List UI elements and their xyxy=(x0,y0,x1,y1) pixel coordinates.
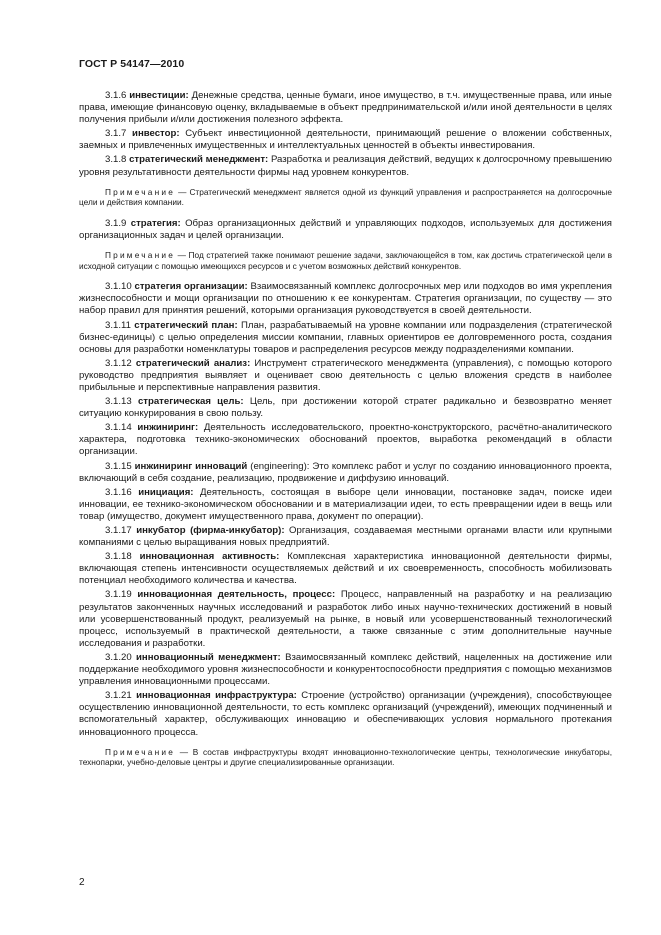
definition-3-1-10 xyxy=(79,281,612,317)
definition-3-1-13 xyxy=(79,396,612,420)
note-label: Примечание xyxy=(105,186,176,197)
term: инжиниринг: xyxy=(137,422,199,434)
definition-3-1-6 xyxy=(79,90,612,126)
definition-3-1-8 xyxy=(79,154,612,178)
clause-number: 3.1.10 xyxy=(105,281,132,293)
definition-text: Инструмент стратегического менеджмента (управления), с помощью которого руководство предприятия выявляет и оценивает свою деятельность с целью вложения средств в наиболее прибыльные и перспективные направления развития. xyxy=(79,357,612,393)
term: стратегия: xyxy=(130,217,181,229)
definition-text: Цель, при достижении которой стратег радикально и безвозвратно меняет ситуацию конкурирования в свою пользу. xyxy=(79,396,613,420)
definition-3-1-15 xyxy=(79,461,612,485)
term: инновационная активность: xyxy=(139,551,280,563)
definition-3-1-9 xyxy=(79,218,612,242)
clause-number: 3.1.11 xyxy=(105,319,131,331)
document-header: ГОСТ Р 54147—2010 xyxy=(79,58,185,70)
note-infrastructure xyxy=(79,747,612,768)
definition-3-1-19 xyxy=(79,589,612,649)
clause-number: 3.1.15 xyxy=(105,460,132,472)
note-strategy xyxy=(79,250,612,271)
definition-3-1-18 xyxy=(79,551,612,587)
clause-number: 3.1.7 xyxy=(105,128,127,140)
clause-number: 3.1.16 xyxy=(105,486,132,498)
definition-text: План, разрабатываемый на уровне компании или подразделения (стратегической бизнес-единицы) с целью определения миссии компании, главных ориентиров ее долговременного роста, создания основы для разработки номенклатуры товаров и распределения ресурсов между подразделениями компании. xyxy=(79,319,612,355)
definition-text: (engineering): Это комплекс работ и услуг по созданию инновационного проекта, включающий в себя создание, реализацию, продвижение и диффузию инноваций. xyxy=(79,460,612,484)
term: стратегия организации: xyxy=(134,281,248,293)
definition-text: Деятельность исследовательского, проектно-конструкторского, расчётно-аналитического характера, подготовка технико-экономических обоснований проектов, выработка рекомендаций в области организации. xyxy=(79,422,612,458)
definition-text: Взаимосвязанный комплекс долгосрочных мер или подходов во имя укрепления жизнеспособности и мощи организации по отношению к ее конкурентам. Стратегия организации, по существу — это набор правил для принятия решений, которыми организация руководствуется в своей деятельности. xyxy=(79,281,612,317)
note-label: Примечание xyxy=(105,746,176,757)
term: инициация: xyxy=(138,486,194,498)
clause-number: 3.1.8 xyxy=(105,154,127,166)
definition-text: Взаимосвязанный комплекс действий, нацеленных на достижение или поддержание необходимого уровня жизнеспособности и конкурентоспособности предприятия с помощью механизмов управления инновационными процессами. xyxy=(79,651,612,688)
definition-3-1-20 xyxy=(79,652,612,688)
clause-number: 3.1.17 xyxy=(105,525,132,536)
definition-text: Субъект инвестиционной деятельности, принимающий решение о вложении собственных, заемных и привлеченных имущественных и интеллектуальных ценностей в объекты инвестирования. xyxy=(79,128,612,152)
term: инжиниринг инноваций xyxy=(134,460,248,472)
term: инновационная деятельность, процесс: xyxy=(137,589,336,601)
definition-3-1-21 xyxy=(79,690,612,738)
definition-3-1-7 xyxy=(79,128,612,152)
term: стратегический менеджмент: xyxy=(129,154,269,166)
term: инвестиции: xyxy=(129,90,189,101)
clause-number: 3.1.14 xyxy=(105,422,132,434)
clause-number: 3.1.12 xyxy=(105,357,132,369)
note-text: — Под стратегией также понимают решение задачи, заключающейся в том, как достичь стратегической цели в исходной ситуации с помощью имеющихся ресурсов и с учетом возможных действий конкурентов. xyxy=(79,250,612,271)
definition-text: Организация, создаваемая местными органами власти или крупными компаниями с целью выращивания новых предприятий. xyxy=(79,525,612,549)
definition-text: Строение (устройство) организации (учреждения), способствующее осуществлению инновационной деятельности, то есть комплекс организаций (учреждений), имеющих подчиненный и вспомогательный характер, обслуживающих инновацию и обеспечивающих условия нормального протекания инновационного процесса. xyxy=(79,690,612,738)
term: инновационный менеджмент: xyxy=(136,651,281,663)
definition-text: Комплексная характеристика инновационной деятельности фирмы, включающая степень интенсивности осуществляемых действий и их своевременность, способность мобилизовать потенциал необходимого количества и качества. xyxy=(79,551,612,587)
definition-3-1-17 xyxy=(79,525,612,549)
definition-3-1-12 xyxy=(79,358,612,394)
note-text: — В состав инфраструктуры входят инновационно-технологические центры, технологические инкубаторы, технопарки, учебно-деловые центры и другие специализированные организации. xyxy=(79,746,612,768)
clause-number: 3.1.19 xyxy=(105,589,132,601)
term: инвестор: xyxy=(132,128,180,140)
clause-number: 3.1.18 xyxy=(105,551,132,563)
clause-number: 3.1.21 xyxy=(105,690,132,702)
term: инновационная инфраструктура: xyxy=(136,690,297,702)
note-text: — Стратегический менеджмент является одной из функций управления и распространяется на долгосрочные цели и действия компании. xyxy=(79,186,612,208)
note-strategic-management xyxy=(79,187,612,208)
document-body xyxy=(79,90,612,778)
clause-number: 3.1.9 xyxy=(105,217,127,229)
definition-3-1-11 xyxy=(79,320,612,356)
term: инкубатор (фирма-инкубатор): xyxy=(136,525,285,536)
definition-text: Денежные средства, ценные бумаги, иное имущество, в т.ч. имущественные права, или иные права, имеющие финансовую оценку, вкладываемые в объект предпринимательской и/или иной деятельности в целях получения прибыли и/или достижения полезного эффекта. xyxy=(79,90,613,126)
clause-number: 3.1.6 xyxy=(105,90,127,101)
term: стратегический анализ: xyxy=(135,357,251,369)
note-label: Примечание xyxy=(105,250,176,261)
clause-number: 3.1.13 xyxy=(105,396,132,408)
page-number: 2 xyxy=(79,877,85,888)
definition-text: Процесс, направленный на разработку и на реализацию результатов законченных научных исследований и разработок либо иных научно-технических достижений в новый или усовершенствованный продукт, реализуемый на рынке, в новый или усовершенствованный технологический процесс, используемый в практической деятельности, а также связанные с этим дополнительные научные исследования и разработки. xyxy=(79,589,612,649)
definition-3-1-16 xyxy=(79,487,612,523)
definition-text: Разработка и реализация действий, ведущих к долгосрочному превышению уровня результативности деятельности фирмы над уровнем конкурентов. xyxy=(79,154,612,178)
term: стратегическая цель: xyxy=(137,396,244,408)
term: стратегический план: xyxy=(134,319,238,331)
definition-text: Образ организационных действий и управляющих подходов, используемых для достижения организационных задач и целей организации. xyxy=(79,217,613,241)
definition-text: Деятельность, состоящая в выборе цели инновации, постановке задач, поиске идеи инновации, ее технико-экономическом обосновании и в материализации идеи, то есть превращении идеи в вещь или товар (имущество, документ имущественного права, документ по операции). xyxy=(79,486,612,522)
clause-number: 3.1.20 xyxy=(105,651,132,663)
definition-3-1-14 xyxy=(79,422,612,458)
